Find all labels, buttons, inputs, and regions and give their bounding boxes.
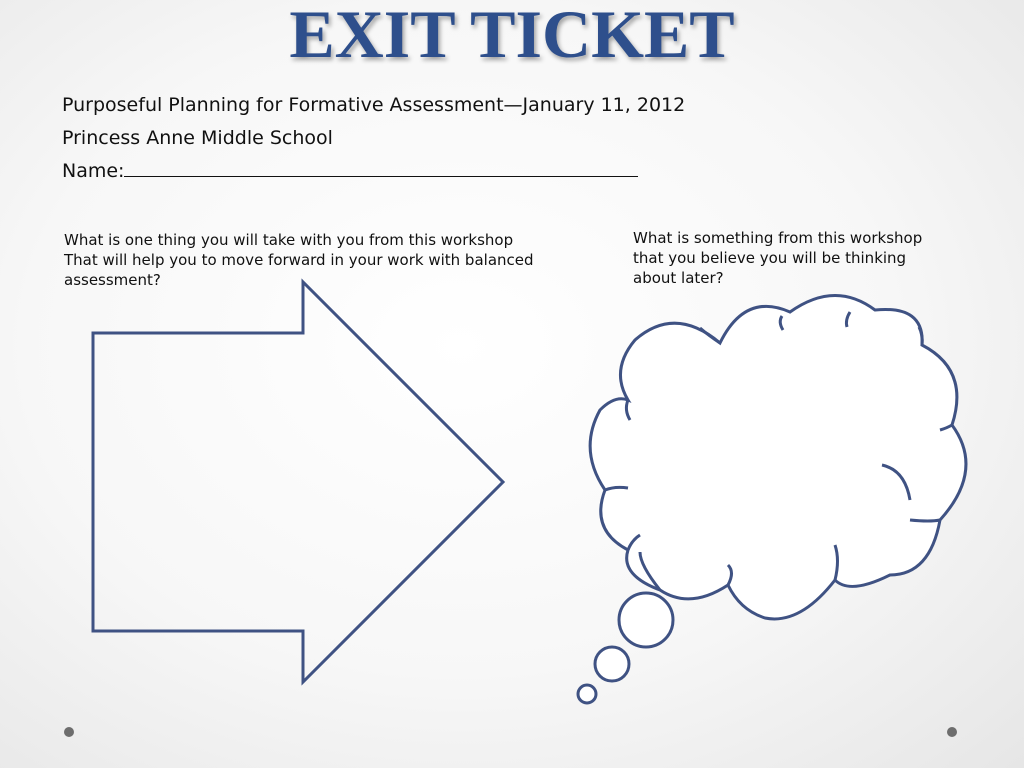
thought-bubble-large-icon — [619, 593, 673, 647]
left-prompt: What is one thing you will take with you from this workshop That will help you to move forward in your work with balanced assessment? — [64, 231, 534, 289]
name-label: Name: — [62, 160, 125, 182]
slide-title: EXIT TICKET — [289, 0, 735, 72]
right-arrow-icon[interactable] — [93, 282, 503, 682]
left-corner-dot — [64, 727, 74, 737]
thought-bubble-medium-icon — [595, 647, 629, 681]
school-line: Princess Anne Middle School — [62, 127, 333, 149]
thought-bubble-small-icon — [578, 685, 596, 703]
workshop-line: Purposeful Planning for Formative Assessment—January 11, 2012 — [62, 94, 686, 116]
right-prompt: What is something from this workshop that you believe you will be thinking about later? — [633, 229, 923, 287]
right-corner-dot — [947, 727, 957, 737]
